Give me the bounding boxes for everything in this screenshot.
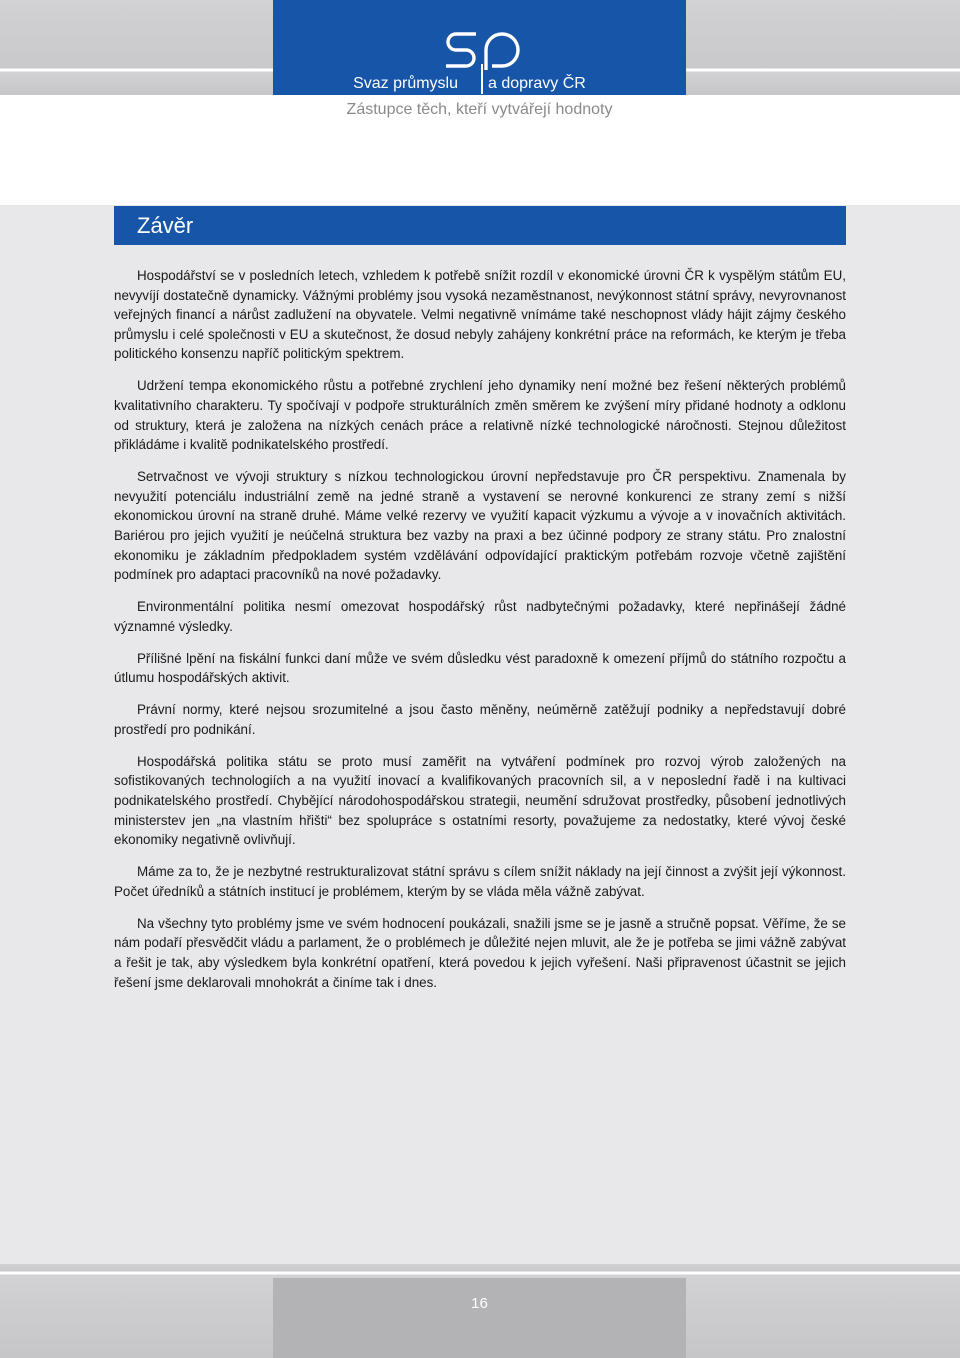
paragraph: Přílišné lpění na fiskální funkci daní může ve svém důsledku vést paradoxně k omezení příjmů do státního rozpočtu a útlumu hospodářských aktivit. xyxy=(114,650,846,686)
section-title-bar xyxy=(114,206,846,245)
paragraph: Právní normy, které nejsou srozumitelné a jsou často měněny, neúměrně zatěžují podniky a nepředstavují dobré prostředí pro podnikání. xyxy=(114,702,846,737)
paragraph: Máme za to, že je nezbytné restrukturalizovat státní správu s cílem snížit náklady na její činnost a zvýšit její výkonnost. Počet úředníků a státních institucí je problémem, kterým by se vláda měla vážně zabývat. xyxy=(114,864,846,899)
brand-name-left: Svaz průmyslu xyxy=(353,75,458,92)
brand-name-right: a dopravy ČR xyxy=(488,75,586,92)
page-number: 16 xyxy=(471,1295,488,1312)
paragraph: Setrvačnost ve vývoji struktury s nízkou technologickou úrovní nepředstavuje pro ČR perspektivu. Znamenala by nevyužití potenciálu industriální země na jedné straně a vystavení se nerovné konkurenci ze strany zemí s nižší ekonomickou úrovní na straně druhé. Máme velké rezervy ve využití kapacit výzkumu a vývoje a v inovačních aktivitách. Bariérou pro jejich využití je neúčelná struktura bez vazby na praxi a bez účinné podpory ze strany státu. Pro znalostní ekonomiku je základním předpokladem systém vzdělávání odpovídající praktickým potřebám rozvoje včetně zajištění podmínek pro adaptaci pracovníků na nové požadavky. xyxy=(114,469,846,583)
section-title: Závěr xyxy=(137,213,194,238)
paragraph: Na všechny tyto problémy jsme ve svém hodnocení poukázali, snažili jsme se je jasně a stručně popsat. Věříme, že se nám podaří přesvědčit vládu a parlament, že o problémech je důležité nejen mluvit, ale že je potřeba se jimi vážně zabývat a řešit je tak, aby výsledkem byla konkrétní opatření, která povedou k jejich vyřešení. Naši připravenost účastnit se jejich řešení jsme deklarovali mnohokrát a činíme tak i dnes. xyxy=(114,915,846,990)
body-text xyxy=(114,266,846,1005)
paragraph: Environmentální politika nesmí omezovat hospodářský růst nadbytečnými požadavky, které nepřinášejí žádné významné výsledky. xyxy=(114,599,846,634)
brand-name xyxy=(273,74,686,94)
footer-block xyxy=(273,1278,686,1358)
paragraph: Hospodářství se v posledních letech, vzhledem k potřebě snížit rozdíl v ekonomické úrovni ČR k vyspělým státům EU, nevyvíjí dostatečně dynamicky. Vážnými problémy jsou vysoká nezaměstnanost, nevýkonnost státní správy, nevyrovnanost veřejných financí a nárůst zadlužení na obyvatele. Velmi negativně vnímáme také neschopnost vlády hájit zájmy českého průmyslu i celé společnosti v EU a skutečnost, že dosud nebyly zahájeny konkrétní práce na reformách, ke kterým je třeba politického konsenzu napříč politickým spektrem. xyxy=(114,268,846,362)
paragraph: Hospodářská politika státu se proto musí zaměřit na vytváření podmínek pro rozvoj výrob založených na sofistikovaných technologiích a na využití inovací a kvalifikovaných pracovních sil, a v neposlední řadě i na kultivaci podnikatelského prostředí. Chybějící národohospodářskou strategii, neumění sdružovat prostředky, působení jednotlivých ministerstev jen „na vlastním hřišti“ bez spolupráce s ostatními resorty, považujeme za nedostatky, které vývoj české ekonomiky negativně ovlivňují. xyxy=(114,753,846,848)
paragraph: Udržení tempa ekonomického růstu a potřebné zrychlení jeho dynamiky není možné bez řešení některých problémů kvalitativního charakteru. Ty spočívají v podpoře strukturálních změn směrem ke zvýšení míry přidané hodnoty a odklonu od struktury, která je založena na nízkých cenách práce a relativně nízké technologické náročnosti. Stejnou důležitost přikládáme i kvalitě podnikatelského prostředí. xyxy=(114,378,846,453)
brand-divider xyxy=(481,64,483,94)
tagline: Zástupce těch, kteří vytvářejí hodnoty xyxy=(346,101,613,118)
